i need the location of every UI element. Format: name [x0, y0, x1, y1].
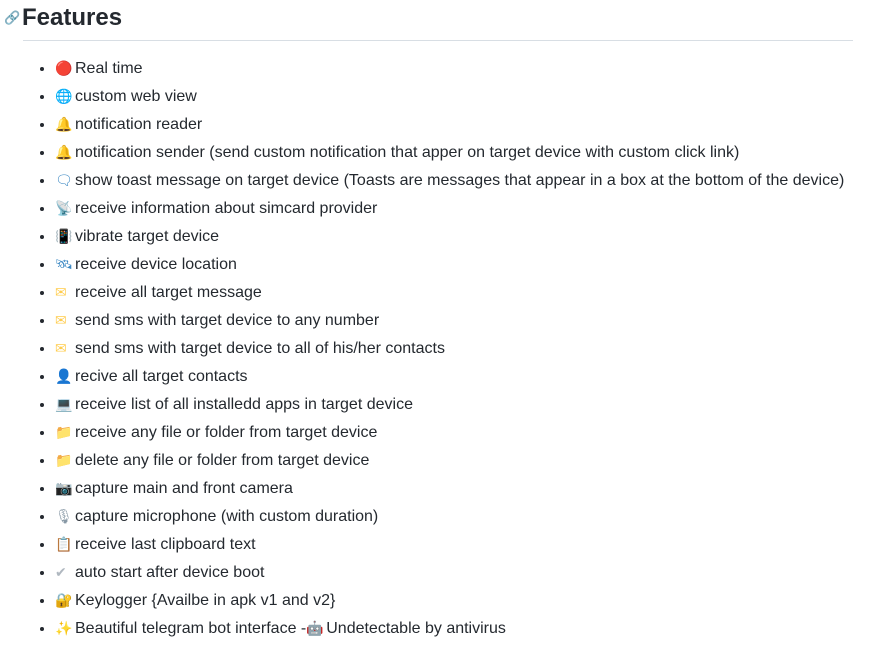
feature-text: vibrate target device: [75, 228, 220, 245]
bell-icon: 🔔: [55, 145, 73, 161]
list-item: [55, 306, 844, 334]
list-item: [55, 222, 844, 250]
feature-text: custom web view: [75, 88, 197, 105]
robot-icon: 🤖: [306, 621, 324, 637]
microphone-icon: 🎙: [55, 509, 73, 525]
feature-text: send sms with target device to any number: [75, 312, 380, 329]
feature-text: receive any file or folder from target device: [75, 424, 378, 441]
feature-text: delete any file or folder from target device: [75, 452, 370, 469]
feature-text: Keylogger {Availbe in apk v1 and v2}: [75, 592, 336, 609]
satellite-icon: 🛰: [55, 257, 73, 273]
list-item: [55, 502, 844, 530]
list-item: [55, 614, 844, 642]
feature-text: send sms with target device to all of his/her contacts: [75, 340, 445, 357]
list-item: [55, 138, 844, 166]
laptop-icon: 💻: [55, 397, 73, 413]
folder-icon: 📁: [55, 425, 73, 441]
check-mark-icon: ✔: [55, 565, 67, 581]
list-item: [55, 362, 844, 390]
feature-text: notification reader: [75, 116, 203, 133]
list-item: [55, 250, 844, 278]
list-item: [55, 334, 844, 362]
heading-divider: [23, 40, 853, 41]
feature-text: Real time: [75, 60, 143, 77]
list-item: [55, 194, 844, 222]
satellite-dish-icon: 📡: [55, 201, 73, 217]
feature-text: recive all target contacts: [75, 368, 248, 385]
feature-text: show toast message on target device (Toasts are messages that appear in a box at the bottom of the device): [75, 172, 845, 189]
envelope-icon: ✉: [55, 313, 67, 329]
feature-text: receive information about simcard provider: [75, 200, 378, 217]
feature-text: auto start after device boot: [75, 564, 265, 581]
list-item: [55, 586, 844, 614]
feature-text: Beautiful telegram bot interface -: [75, 620, 307, 637]
list-item: [55, 110, 844, 138]
globe-icon: 🌐: [55, 89, 73, 105]
list-item: [55, 54, 844, 82]
list-item: [55, 418, 844, 446]
folder-icon: 📁: [55, 453, 73, 469]
bell-icon: 🔔: [55, 117, 73, 133]
feature-text: receive device location: [75, 256, 237, 273]
feature-text: capture microphone (with custom duration): [75, 508, 379, 525]
list-item: [55, 530, 844, 558]
feature-text: receive last clipboard text: [75, 536, 256, 553]
list-item: [55, 474, 844, 502]
feature-text: notification sender (send custom notification that apper on target device with custom click link): [75, 144, 740, 161]
clipboard-icon: 📋: [55, 537, 73, 553]
camera-icon: 📷: [55, 481, 73, 497]
list-item: [55, 390, 844, 418]
feature-text: capture main and front camera: [75, 480, 293, 497]
person-icon: 👤: [55, 369, 73, 385]
vibrate-icon: 📳: [55, 229, 73, 245]
feature-text: receive all target message: [75, 284, 262, 301]
red-circle-icon: 🔴: [55, 61, 73, 77]
list-item: [55, 166, 844, 194]
envelope-icon: ✉: [55, 341, 67, 357]
lock-icon: 🔐: [55, 593, 73, 609]
features-heading-wrap: [4, 2, 122, 34]
feature-text-extra: Undetectable by antivirus: [326, 620, 506, 637]
link-icon[interactable]: 🔗: [4, 10, 21, 25]
feature-text: receive list of all installedd apps in target device: [75, 396, 413, 413]
list-item: [55, 558, 844, 586]
sparkles-icon: ✨: [55, 621, 73, 637]
list-item: [55, 278, 844, 306]
page-title: Features: [22, 4, 123, 31]
list-item: [55, 82, 844, 110]
features-list: [0, 54, 844, 642]
envelope-icon: ✉: [55, 285, 67, 301]
list-item: [55, 446, 844, 474]
speech-bubble-icon: 🗨: [55, 173, 73, 189]
